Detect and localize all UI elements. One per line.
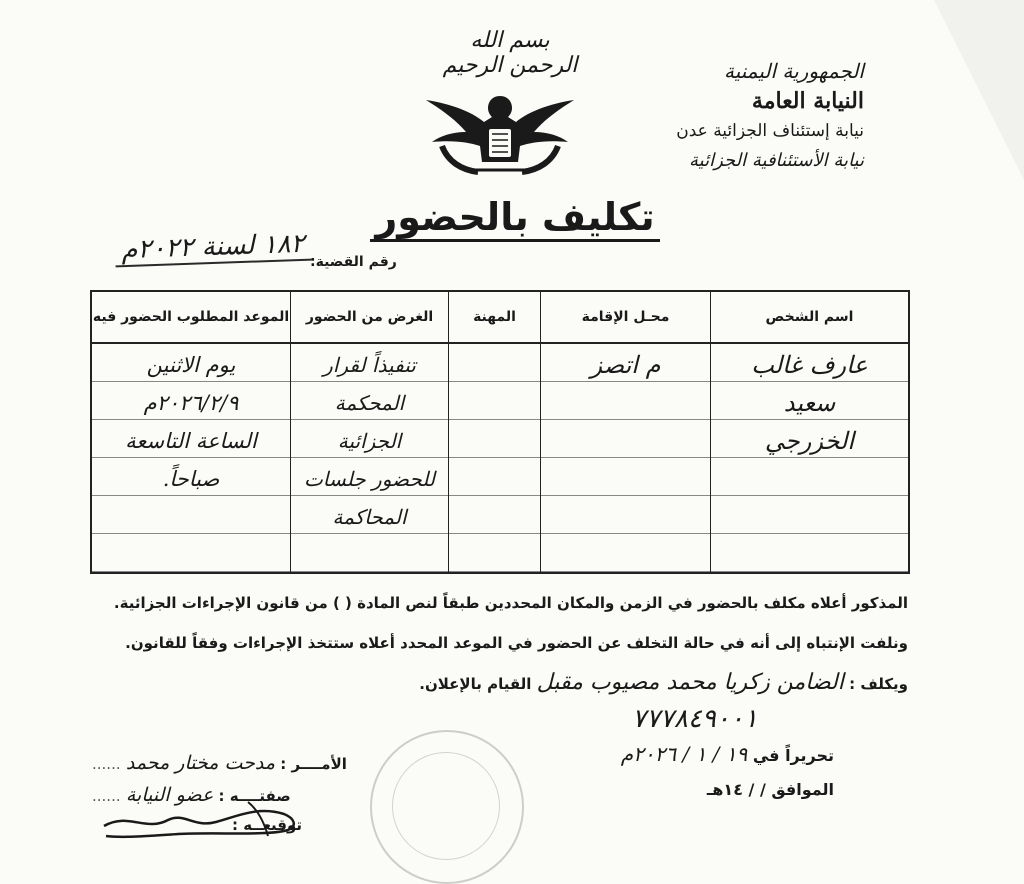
- hijri-date: [707, 780, 834, 799]
- appointment-line: ٢٠٢٦/٢/٩م: [143, 391, 239, 415]
- assignment-paragraph: [419, 670, 908, 695]
- appointment-line: صباحاً.: [162, 467, 220, 491]
- header-purpose: الغرض من الحضور: [291, 292, 448, 344]
- cell-profession: [449, 344, 540, 576]
- column-person-name: [710, 292, 908, 572]
- residence-line: م اتصز: [590, 351, 661, 379]
- republic-name: الجمهورية اليمنية: [723, 59, 864, 83]
- issue-date: [621, 742, 834, 766]
- public-prosecution: النيابة العامة: [751, 88, 864, 114]
- cell-residence: [541, 344, 710, 576]
- document-title: تكليف بالحضور: [370, 195, 660, 242]
- assignment-prefix: ويكلف :: [849, 675, 908, 693]
- guarantor-phone: ٧٧٧٨٤٩٠٠١: [632, 704, 758, 734]
- signer-name-value: مدحت مختار محمد: [125, 752, 276, 774]
- header-profession: المهنة: [449, 292, 540, 344]
- case-number-label: رقم القضية:: [310, 254, 397, 270]
- guarantor-name: الضامن زكريا محمد مصيوب مقبل: [536, 670, 844, 695]
- basmala: بسم الله الرحمن الرحيم: [442, 28, 578, 78]
- column-purpose: [290, 292, 448, 572]
- hijri-date-label: الموافق: [771, 780, 834, 799]
- criminal-prosecution: نيابة الأستئنافية الجزائية: [689, 150, 864, 171]
- column-appointment: [92, 292, 290, 572]
- header-residence: محـل الإقامة: [541, 292, 710, 344]
- purpose-line: للحضور جلسات: [303, 467, 436, 491]
- warning-paragraph: ونلفت الإنتباه إلى أنه في حالة التخلف عن الحضور في الموعد المحدد أعلاه ستتخذ الإجراءات وفقاً للقانون.: [125, 634, 908, 652]
- signer-signature-label: توقيعــه :: [232, 816, 303, 834]
- appeals-prosecution: نيابة إستئناف الجزائية عدن: [676, 121, 864, 141]
- official-stamp: [370, 730, 524, 884]
- yemen-eagle-emblem-icon: [422, 82, 578, 178]
- header-person-name: اسم الشخص: [711, 292, 908, 344]
- issue-date-value: ١٩ / ١ / ٢٠٢٦م: [620, 742, 748, 766]
- obligation-paragraph: المذكور أعلاه مكلف بالحضور في الزمن والمكان المحددين طبقاً لنص المادة ( ) من قانون الإجراءات الجزائية.: [113, 594, 908, 612]
- folded-corner: [934, 0, 1024, 180]
- purpose-line: تنفيذاً لقرار: [323, 353, 416, 377]
- appointment-line: يوم الاثنين: [146, 353, 236, 377]
- summons-table: [90, 290, 910, 574]
- name-line: سعيد: [783, 389, 836, 417]
- column-profession: [448, 292, 540, 572]
- signer-name-row: الأمــــر : مدحت مختار محمد ......: [92, 752, 347, 774]
- case-number-value: ١٨٢ لسنة ٢٠٢٢م: [115, 229, 312, 268]
- cell-person-name: [711, 344, 908, 576]
- assignment-suffix: القيام بالإعلان.: [419, 675, 532, 693]
- handwritten-signature-icon: [98, 792, 308, 844]
- purpose-line: المحكمة: [334, 391, 405, 415]
- signer-title-value: عضو النيابة: [125, 784, 214, 806]
- issue-date-label: تحريراً في: [752, 746, 834, 765]
- purpose-line: المحاكمة: [332, 505, 407, 529]
- cell-appointment: [92, 344, 290, 576]
- signer-title-row: صفتــــه : عضو النيابة ......: [92, 784, 291, 806]
- issuing-authority-header: [564, 56, 864, 176]
- hijri-date-value: / / ١٤هـ: [706, 780, 766, 799]
- signer-name-label: الأمــــر :: [280, 755, 347, 773]
- appointment-line: الساعة التاسعة: [125, 429, 257, 453]
- cell-purpose: [291, 344, 448, 576]
- column-residence: [540, 292, 710, 572]
- purpose-line: الجزائية: [337, 429, 402, 453]
- header-appointment: الموعد المطلوب الحضور فيه: [92, 292, 290, 344]
- name-line: عارف غالب: [751, 351, 868, 379]
- name-line: الخزرجي: [764, 427, 855, 455]
- signer-title-label: صفتــــه :: [218, 787, 291, 805]
